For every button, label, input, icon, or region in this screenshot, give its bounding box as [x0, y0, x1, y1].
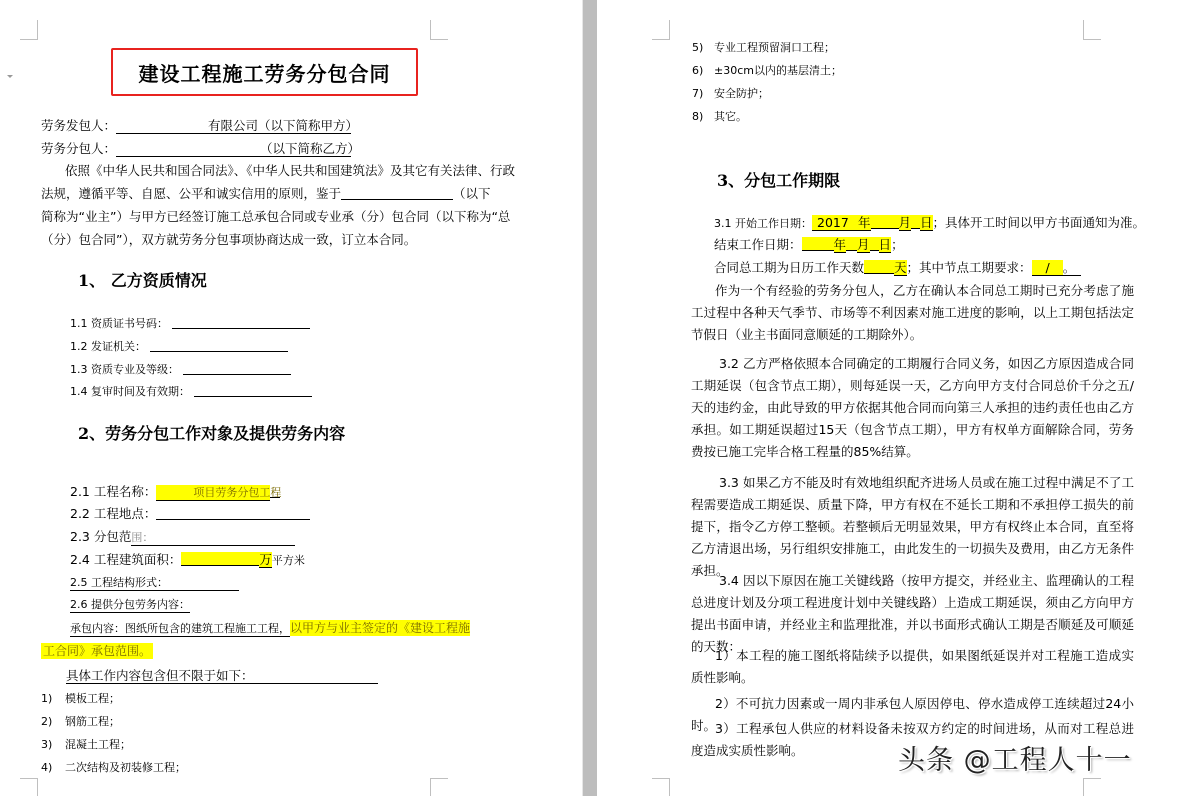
item-2-2 — [70, 506, 310, 522]
total-days-unit: 天 — [894, 260, 907, 275]
party-b-line — [41, 141, 361, 157]
delay-reason-3: 3）工程承包人供应的材料设备未按双方约定的时间进场，从而对工程总进度造成实质性影响。 — [691, 721, 1134, 758]
service-content-label: 2.6 提供分包劳务内容： — [70, 598, 190, 611]
party-a-label: 劳务发包人： — [41, 118, 117, 133]
list-text: 二次结构及初装修工程； — [65, 761, 186, 774]
owner-name-field[interactable] — [341, 186, 453, 200]
item-2-4-label: 2.4 工程建筑面积： — [70, 552, 182, 567]
total-days-field[interactable] — [864, 260, 894, 274]
crop-mark-bottom-left — [652, 778, 670, 796]
item-1-1 — [70, 315, 310, 332]
item-1-4 — [70, 383, 312, 400]
start-date-line — [714, 215, 1145, 232]
list-text: 模板工程； — [65, 692, 120, 705]
document-page-1 — [0, 0, 582, 796]
review-validity-field[interactable] — [194, 383, 312, 397]
node-period-suffix: 。 — [1063, 260, 1082, 276]
party-a-field[interactable]: 有限公司（以下简称甲方） — [116, 118, 351, 134]
section-2-heading: 2、劳务分包工作对象及提供劳务内容 — [78, 424, 346, 443]
end-year-char: 年 — [833, 237, 847, 252]
intro-line-2-tail: （以下 — [453, 186, 491, 201]
issuing-authority-field[interactable] — [150, 338, 288, 352]
area-unit: 平方米 — [271, 554, 305, 567]
intro-line-1: 依照《中华人民共和国合同法》、《中华人民共和国建筑法》及其它有关法律、行政 — [65, 163, 516, 178]
list-item — [41, 760, 186, 776]
item-1-3 — [70, 361, 291, 378]
list-text: 安全防护； — [714, 87, 769, 100]
watermark-text: 头条 @工程人十一 — [898, 745, 1132, 776]
list-num: 4) — [41, 761, 53, 774]
list-item — [41, 737, 131, 753]
area-unit-wan: 万 — [259, 552, 272, 567]
total-period-line — [714, 260, 1081, 276]
list-num: 3) — [41, 738, 53, 751]
start-year-field[interactable]: 2017 — [812, 215, 854, 231]
item-2-6 — [70, 597, 190, 613]
intro-line-2-text: 法规，遵循平等、自愿、公平和诚实信用的原则，鉴于 — [41, 186, 342, 201]
crop-mark-bottom-left — [20, 778, 38, 796]
crop-mark-bottom-right — [430, 778, 448, 796]
item-1-3-label: 1.3 资质专业及等级： — [70, 363, 179, 376]
end-date-suffix: ； — [891, 237, 904, 252]
item-1-2 — [70, 338, 288, 355]
start-day-char: 日 — [920, 215, 933, 230]
list-num: 6) — [692, 64, 704, 77]
project-name-underline-tail — [270, 484, 280, 498]
item-2-1 — [70, 484, 280, 501]
project-name-field[interactable]: 项目劳务分包工程 — [156, 485, 270, 501]
clause-3-3: 3.3 如果乙方不能及时有效地组织配齐进场人员或在施工过程中满足不了工程需要造成工期延误、质量下降，甲方有权在不延长工期和不承担停工损失的前提下，指令乙方停工整顿。若整顿后无明显效果，甲方有权终止本合同，直至将乙方清退出场，另行组织安排施工，由此发生的一切损失及费用，由乙方无条件承担。 — [691, 475, 1134, 578]
detail-intro: 具体工作内容包含但不限于如下： — [66, 668, 378, 684]
scope-highlight-1: 以甲方与业主签定的《建设工程施 — [290, 621, 471, 635]
intro-line-3: 简称为“业主”）与甲方已经签订施工总承包合同或专业承（分）包合同（以下称为“总 — [41, 209, 511, 224]
list-item — [692, 86, 769, 102]
delay-reason-2: 2）不可抗力因素或一周内非承包人原因停电、停水造成停工连续超过24小时。 — [691, 696, 1134, 733]
scope-field[interactable]: 围： — [131, 530, 295, 546]
list-item — [692, 63, 842, 79]
list-item — [41, 714, 120, 730]
start-month-char: 月 — [898, 215, 912, 230]
item-1-4-label: 1.4 复审时间及有效期： — [70, 385, 190, 398]
page-gap-divider — [582, 0, 597, 796]
crop-mark-top-left — [20, 20, 38, 40]
end-month-field[interactable] — [846, 237, 857, 251]
start-month-field[interactable] — [871, 215, 899, 229]
scope-content-line — [70, 620, 470, 637]
end-day-field[interactable] — [870, 237, 879, 251]
list-text: 专业工程预留洞口工程； — [714, 41, 835, 54]
list-item — [692, 40, 835, 56]
end-day-char: 日 — [878, 237, 892, 252]
section-1-heading: 1、 乙方资质情况 — [78, 271, 207, 290]
intro-line-4: （分）包合同”），双方就劳务分包事项协商达成一致，订立本合同。 — [41, 232, 417, 247]
end-date-line — [714, 237, 904, 253]
building-area-field[interactable] — [181, 552, 259, 566]
list-num: 8) — [692, 110, 704, 123]
start-year-char: 年 — [854, 215, 871, 231]
detail-intro-line — [66, 668, 378, 684]
item-2-5 — [70, 575, 239, 591]
document-page-2 — [597, 0, 1181, 796]
section-3-heading: 3、分包工作期限 — [717, 171, 841, 190]
item-2-4 — [70, 552, 305, 569]
clause-3-4: 3.4 因以下原因在施工关键线路（按甲方提交，并经业主、监理确认的工程总进度计划及分项工程进度计划中关键线路）上造成工期延误，须由乙方向甲方提出书面申请，并经业主和监理批准，并以书面形式确认工期是否顺延及可顺延的天数： — [691, 573, 1134, 654]
item-1-2-label: 1.2 发证机关： — [70, 340, 146, 353]
qualification-grade-field[interactable] — [183, 361, 291, 375]
list-text: 其它。 — [714, 110, 747, 123]
list-text: ±30cm以内的基层清土； — [714, 64, 842, 77]
end-year-field[interactable] — [802, 237, 834, 251]
delay-reason-1: 1）本工程的施工图纸将陆续予以提供，如果图纸延误并对工程施工造成实质性影响。 — [691, 648, 1134, 685]
scope-content-line-2 — [41, 643, 153, 660]
item-2-2-label: 2.2 工程地点： — [70, 506, 157, 521]
start-date-label: 3.1 开始工作日期： — [714, 217, 812, 230]
document-title: 建设工程施工劳务分包合同 — [111, 48, 418, 96]
party-b-label: 劳务分包人： — [41, 141, 117, 156]
end-date-label: 结束工作日期： — [714, 237, 802, 252]
crop-mark-bottom-right — [1083, 778, 1101, 796]
list-text: 混凝土工程； — [65, 738, 131, 751]
node-period-field[interactable]: / — [1032, 260, 1063, 276]
intro-line-2 — [41, 186, 491, 202]
total-period-label: 合同总工期为日历工作天数 — [714, 260, 865, 275]
item-2-1-label: 2.1 工程名称： — [70, 484, 157, 499]
item-1-1-label: 1.1 资质证书号码： — [70, 317, 168, 330]
paragraph-marker-icon — [7, 75, 13, 78]
item-2-3 — [70, 529, 295, 546]
party-b-field[interactable]: （以下简称乙方） — [116, 141, 351, 157]
crop-mark-top-right — [1083, 20, 1101, 40]
list-text: 钢筋工程； — [65, 715, 120, 728]
structure-type-field[interactable]: 2.5 工程结构形式： — [70, 575, 239, 591]
clause-3-2: 3.2 乙方严格依照本合同确定的工期履行合同义务，如因乙方原因造成合同工期延误（包含节点工期），则每延误一天，乙方向甲方支付合同总价千分之五/天的违约金，由此导致的甲方依据其他合同而向第三人承担的违约责任也由乙方承担。如工期延误超过15天（包含节点工期），甲方有权单方面解除合同，劳务费按已施工完毕合格工程量的85%结算。 — [691, 356, 1134, 459]
scope-highlight-2: 工合同》承包范围。 — [43, 644, 152, 658]
scope-prefix: 承包内容：图纸所包含的建筑工程施工工程， — [70, 622, 290, 635]
cert-number-field[interactable] — [172, 315, 310, 329]
start-day-field[interactable] — [911, 215, 920, 229]
crop-mark-top-left — [652, 20, 670, 40]
list-num: 5) — [692, 41, 704, 54]
list-num: 1) — [41, 692, 53, 705]
crop-mark-top-right — [430, 20, 448, 40]
list-item — [41, 691, 120, 707]
list-num: 2) — [41, 715, 53, 728]
list-item — [692, 109, 747, 125]
start-date-note: ；具体开工时间以甲方书面通知为准。 — [932, 215, 1146, 230]
list-num: 7) — [692, 87, 704, 100]
project-location-field[interactable] — [156, 506, 310, 520]
experience-paragraph: 作为一个有经验的劳务分包人，乙方在确认本合同总工期时已充分考虑了施工过程中各种天气季节、市场等不利因素对施工进度的影响，以上工期包括法定节假日（业主书面同意顺延的工期除外）。 — [691, 283, 1134, 342]
end-month-char: 月 — [857, 237, 870, 252]
party-a-line — [41, 118, 359, 134]
item-2-3-label: 2.3 分包范 — [70, 529, 132, 544]
node-period-label: ；其中节点工期要求： — [906, 260, 1032, 275]
